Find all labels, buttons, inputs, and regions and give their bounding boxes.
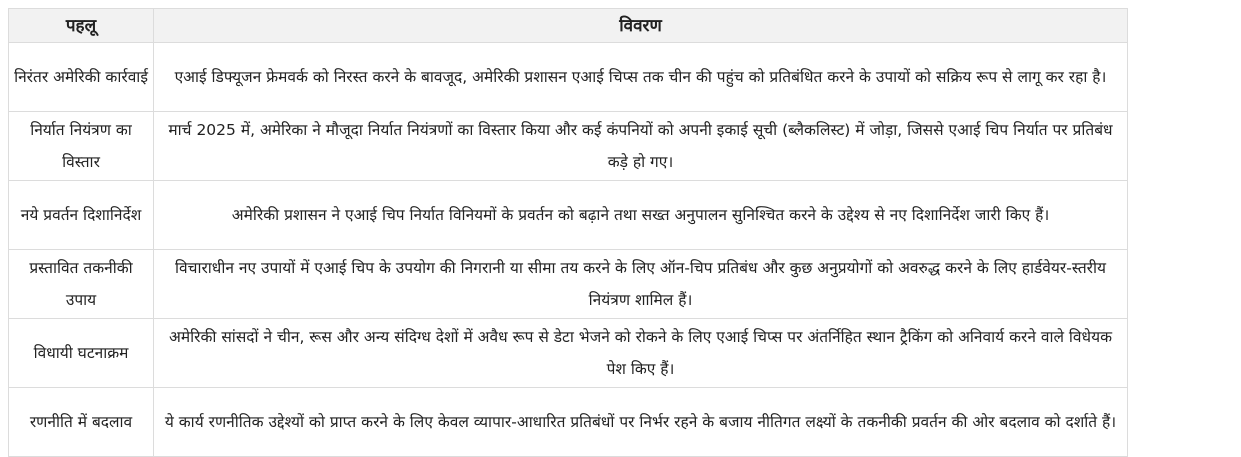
row-detail: ये कार्य रणनीतिक उद्देश्यों को प्राप्त करने के लिए केवल व्यापार-आधारित प्रतिबंधों पर निर्भर रहने के बजाय नीतिगत लक्ष्यों के तकनीकी प्रवर्तन की ओर बदलाव को दर्शाते हैं। (154, 388, 1128, 457)
header-detail: विवरण (154, 9, 1128, 43)
table-header-row (9, 9, 1128, 43)
row-aspect: प्रस्तावित तकनीकी उपाय (9, 250, 154, 319)
row-detail: एआई डिफ्यूजन फ्रेमवर्क को निरस्त करने के बावजूद, अमेरिकी प्रशासन एआई चिप्स तक चीन की पहुंच को प्रतिबंधित करने के उपायों को सक्रिय रूप से लागू कर रहा है। (154, 43, 1128, 112)
info-table (8, 8, 1128, 457)
row-detail: अमेरिकी सांसदों ने चीन, रूस और अन्य संदिग्ध देशों में अवैध रूप से डेटा भेजने को रोकने के लिए एआई चिप्स पर अंतर्निहित स्थान ट्रैकिंग को अनिवार्य करने वाले विधेयक पेश किए हैं। (154, 319, 1128, 388)
row-aspect: निरंतर अमेरिकी कार्रवाई (9, 43, 154, 112)
table-row (9, 250, 1128, 319)
table-row (9, 43, 1128, 112)
row-aspect: नये प्रवर्तन दिशानिर्देश (9, 181, 154, 250)
row-detail: मार्च 2025 में, अमेरिका ने मौजूदा निर्यात नियंत्रणों का विस्तार किया और कई कंपनियों को अपनी इकाई सूची (ब्लैकलिस्ट) में जोड़ा, जिससे एआई चिप निर्यात पर प्रतिबंध कड़े हो गए। (154, 112, 1128, 181)
row-aspect: निर्यात नियंत्रण का विस्तार (9, 112, 154, 181)
table-row (9, 181, 1128, 250)
table-row (9, 388, 1128, 457)
row-aspect: रणनीति में बदलाव (9, 388, 154, 457)
table-row (9, 319, 1128, 388)
row-detail: अमेरिकी प्रशासन ने एआई चिप निर्यात विनियमों के प्रवर्तन को बढ़ाने तथा सख्त अनुपालन सुनिश्चित करने के उद्देश्य से नए दिशानिर्देश जारी किए हैं। (154, 181, 1128, 250)
table-row (9, 112, 1128, 181)
row-aspect: विधायी घटनाक्रम (9, 319, 154, 388)
header-aspect: पहलू (9, 9, 154, 43)
row-detail: विचाराधीन नए उपायों में एआई चिप के उपयोग की निगरानी या सीमा तय करने के लिए ऑन-चिप प्रतिबंध और कुछ अनुप्रयोगों को अवरुद्ध करने के लिए हार्डवेयर-स्तरीय नियंत्रण शामिल हैं। (154, 250, 1128, 319)
